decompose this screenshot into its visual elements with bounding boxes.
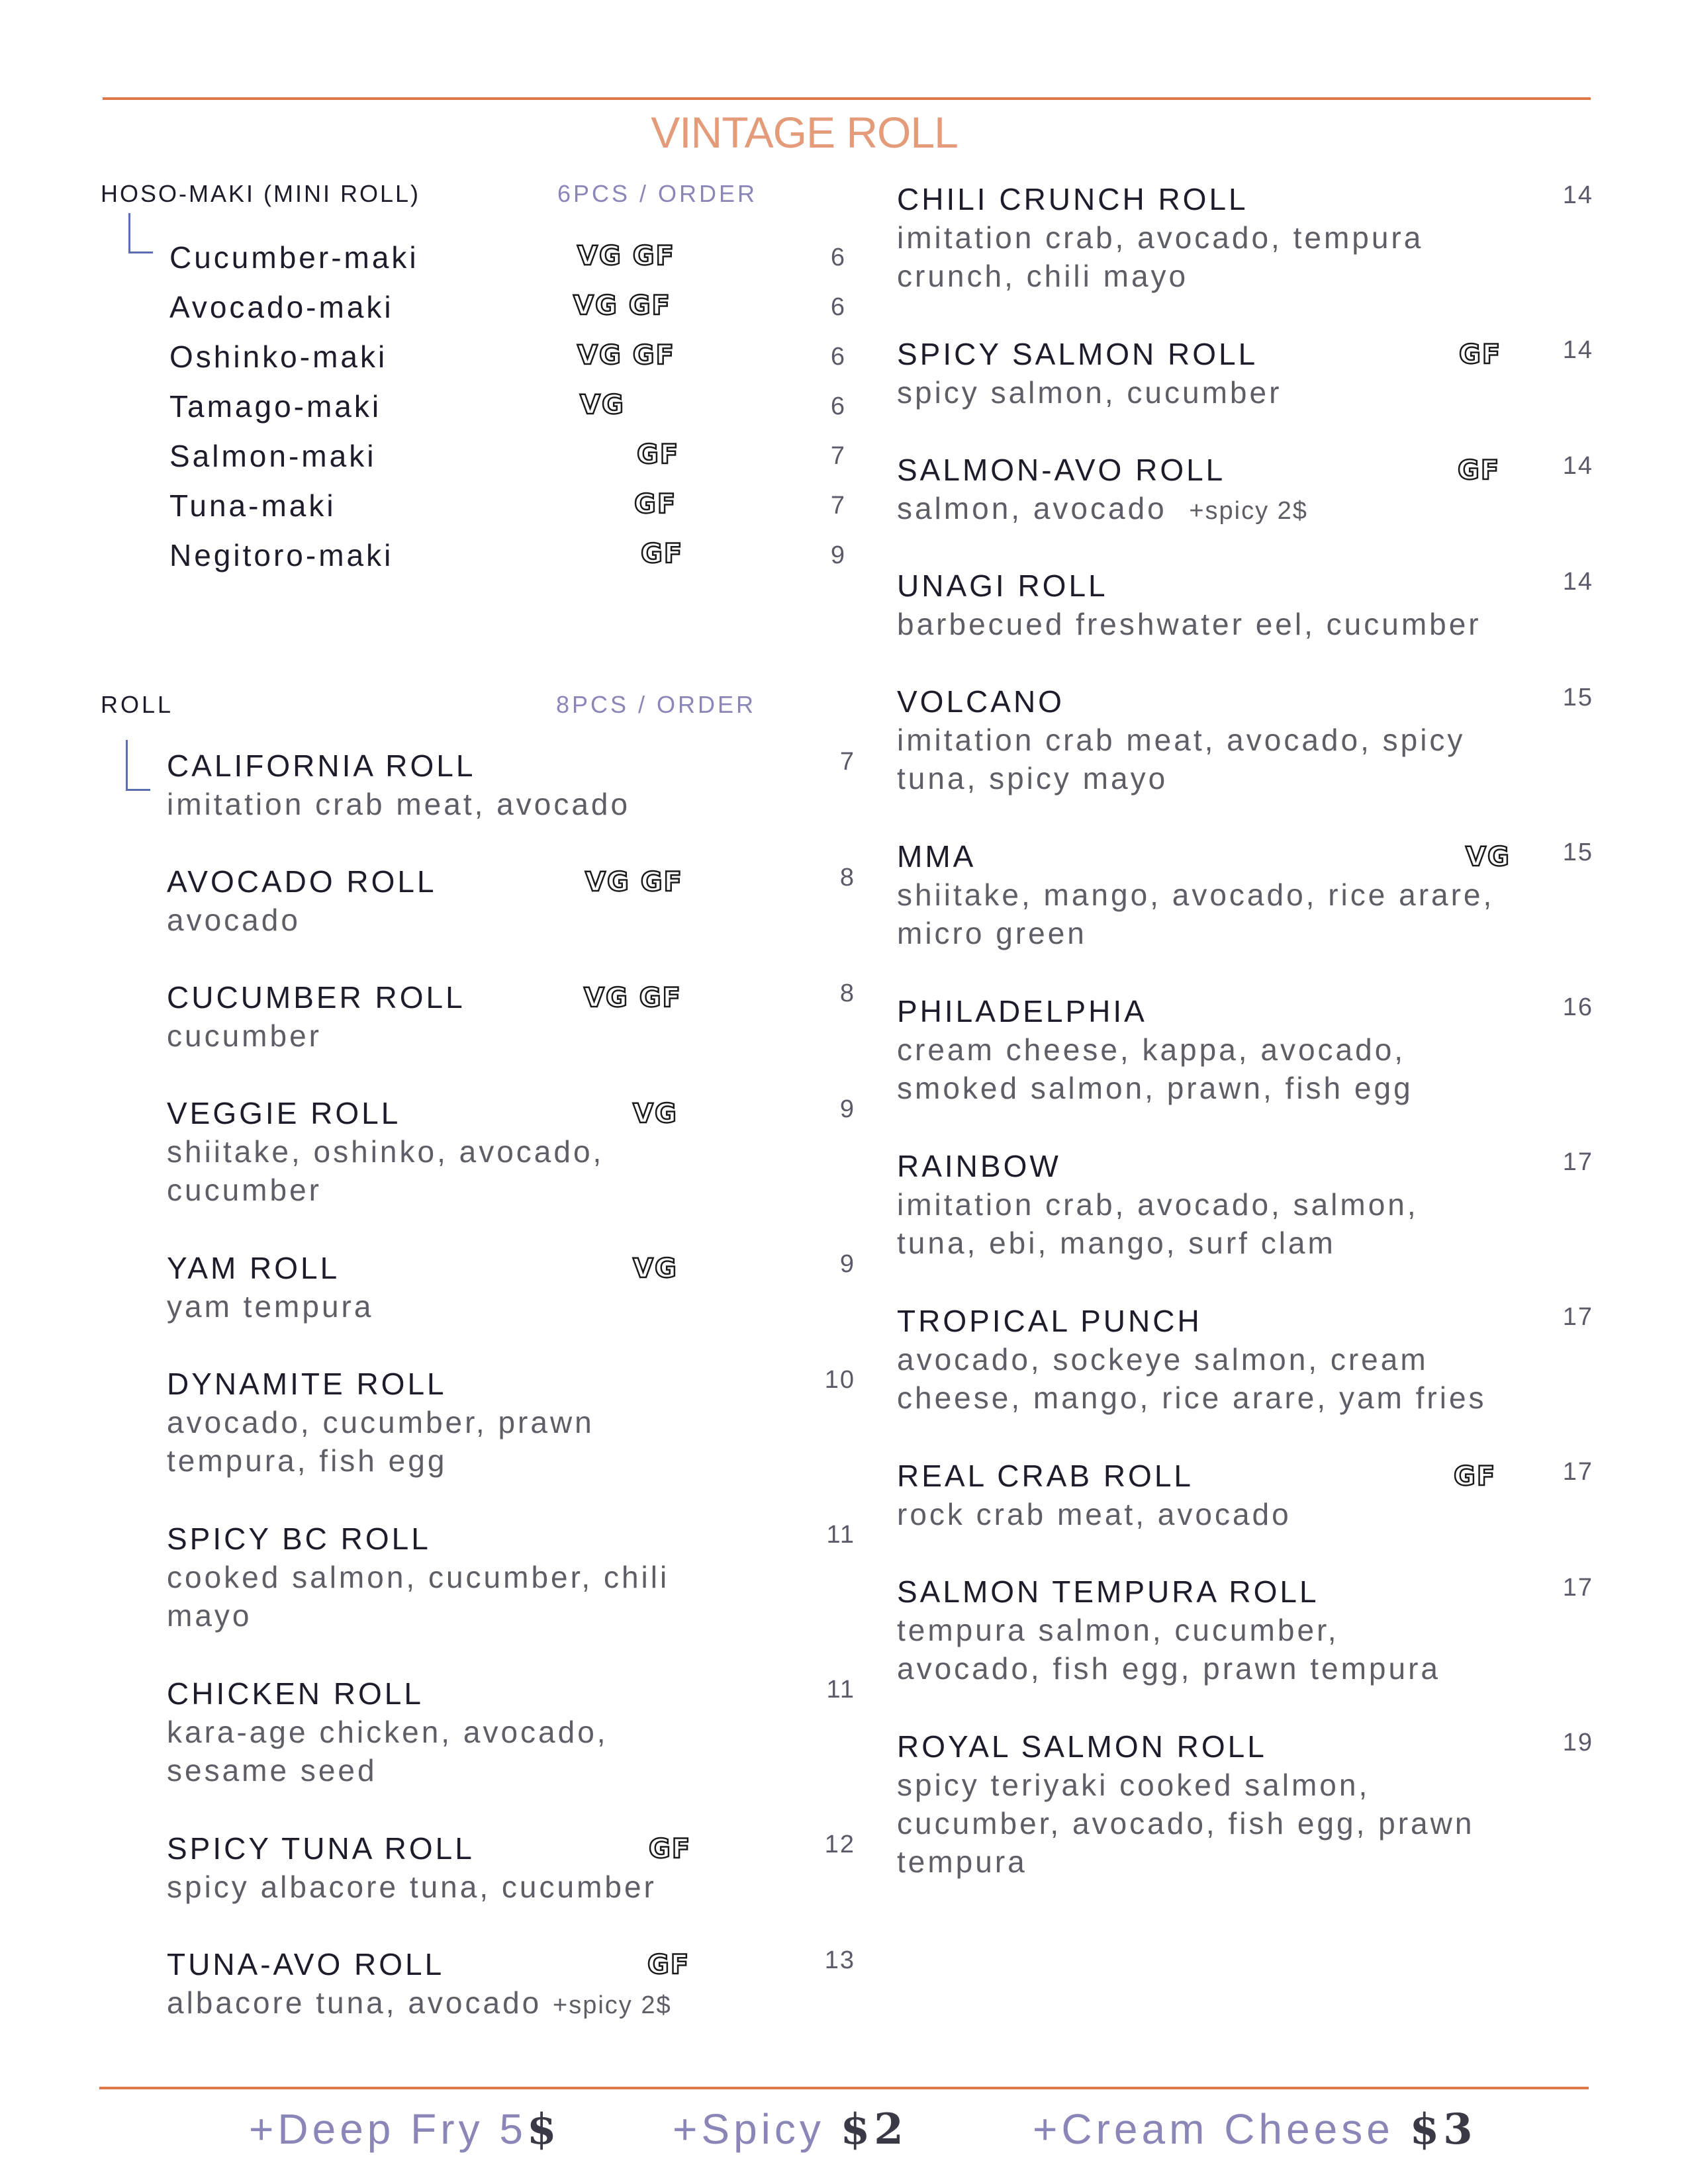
item-name: AVOCADO ROLL	[167, 864, 437, 899]
item-desc: shiitake, oshinko, avocado, cucumber	[167, 1134, 604, 1207]
item-desc-text: albacore tuna, avocado	[167, 1985, 542, 2020]
item-desc: spicy teriyaki cooked salmon, cucumber, avocado, fish egg, prawn tempura	[897, 1768, 1475, 1879]
item-price: 10	[824, 1366, 855, 1394]
item-name: ROYAL SALMON ROLL	[897, 1729, 1267, 1764]
item-name: PHILADELPHIA	[897, 994, 1147, 1028]
item-name: CUCUMBER ROLL	[167, 980, 465, 1015]
vg-tag: VG	[633, 1099, 678, 1129]
item-desc: cooked salmon, cucumber, chili mayo	[167, 1560, 670, 1633]
item-price: 7	[839, 748, 855, 776]
item-price: 17	[1562, 1458, 1593, 1486]
cream-cheese-price: $3	[1409, 2105, 1477, 2154]
item-name: REAL CRAB ROLL	[897, 1459, 1194, 1493]
item-name: DYNAMITE ROLL	[167, 1367, 447, 1401]
item-desc: imitation crab, avocado, tempura crunch, chili mayo	[897, 220, 1424, 293]
gf-tag: GF	[1458, 455, 1501, 486]
spicy-label: +Spicy	[673, 2105, 841, 2153]
gf-tag: GF	[637, 439, 680, 470]
roll-item	[897, 567, 1593, 643]
vg-tag: VG	[633, 1253, 678, 1284]
gf-tag: GF	[1454, 1461, 1497, 1492]
item-price: 15	[1562, 684, 1593, 711]
roll-item	[167, 1674, 855, 1790]
maki-price: 6	[830, 343, 845, 371]
vg-gf-tag: VG GF	[573, 291, 671, 321]
bottom-rule	[99, 2087, 1589, 2089]
item-desc	[167, 1983, 763, 2025]
spicy-addon: +spicy 2$	[553, 1991, 672, 2019]
hoso-heading: HOSO-MAKI (MINI ROLL)	[101, 180, 421, 207]
item-price: 17	[1562, 1574, 1593, 1602]
maki-name: Cucumber-maki	[169, 240, 419, 275]
roll-item	[167, 1094, 855, 1209]
maki-item	[169, 537, 845, 588]
roll-item	[897, 1572, 1593, 1688]
maki-name: Negitoro-maki	[169, 538, 394, 572]
cream-cheese-label: +Cream Cheese	[1033, 2105, 1410, 2153]
item-desc: cucumber	[167, 1019, 322, 1053]
roll-item	[897, 1302, 1593, 1417]
maki-price: 9	[830, 541, 845, 569]
spicy-price: $2	[840, 2105, 908, 2154]
item-price: 8	[839, 979, 855, 1007]
item-price: 14	[1562, 336, 1593, 364]
item-desc	[897, 489, 1506, 530]
item-price: 15	[1562, 839, 1593, 866]
item-desc: avocado, cucumber, prawn tempura, fish egg	[167, 1405, 594, 1478]
gf-tag: GF	[647, 1950, 690, 1980]
item-name: SALMON TEMPURA ROLL	[897, 1574, 1319, 1609]
roll-bracket	[126, 740, 150, 791]
roll-item	[167, 1945, 855, 2025]
vg-gf-tag: VG GF	[577, 241, 675, 271]
item-name: SPICY BC ROLL	[167, 1522, 431, 1556]
maki-item	[169, 240, 845, 290]
maki-item	[169, 339, 845, 389]
item-name: SPICY SALMON ROLL	[897, 337, 1258, 371]
maki-price: 6	[830, 392, 845, 420]
deep-fry-price: $	[526, 2105, 561, 2154]
item-name: SALMON-AVO ROLL	[897, 453, 1226, 487]
vg-gf-tag: VG GF	[584, 983, 682, 1013]
item-price: 9	[839, 1250, 855, 1278]
item-name: VEGGIE ROLL	[167, 1096, 401, 1130]
item-desc: tempura salmon, cucumber, avocado, fish egg, prawn tempura	[897, 1613, 1440, 1686]
menu-title: VINTAGE ROLL	[651, 108, 958, 157]
roll-item	[897, 180, 1593, 295]
maki-price: 7	[830, 492, 845, 520]
item-name: TROPICAL PUNCH	[897, 1304, 1202, 1338]
item-name: YAM ROLL	[167, 1251, 340, 1285]
item-desc: shiitake, mango, avocado, rice arare, micro green	[897, 878, 1495, 950]
item-price: 11	[826, 1676, 855, 1704]
maki-name: Avocado-maki	[169, 290, 394, 324]
item-price: 8	[839, 864, 855, 891]
roll-item	[897, 992, 1593, 1107]
maki-price: 6	[830, 244, 845, 271]
vg-gf-tag: VG GF	[577, 340, 675, 371]
item-desc: barbecued freshwater eel, cucumber	[897, 607, 1481, 641]
item-name: TUNA-AVO ROLL	[167, 1947, 445, 1981]
gf-tag: GF	[1459, 340, 1502, 370]
spicy-addon-footer	[673, 2105, 908, 2154]
item-price: 11	[826, 1521, 855, 1549]
item-desc: imitation crab meat, avocado	[167, 787, 631, 821]
roll-item	[167, 1829, 855, 1906]
maki-item	[169, 388, 845, 439]
deep-fry-addon	[249, 2105, 560, 2154]
item-price: 16	[1562, 993, 1593, 1021]
maki-name: Salmon-maki	[169, 439, 377, 473]
roll-count: 8PCS / ORDER	[556, 691, 757, 718]
item-desc: imitation crab, avocado, salmon, tuna, ebi, mango, surf clam	[897, 1187, 1419, 1260]
roll-item	[167, 1249, 855, 1326]
maki-item	[169, 488, 845, 538]
maki-name: Tuna-maki	[169, 488, 336, 523]
item-price: 9	[839, 1095, 855, 1123]
item-price: 17	[1562, 1303, 1593, 1331]
item-desc: imitation crab meat, avocado, spicy tuna, spicy mayo	[897, 723, 1466, 796]
item-desc: spicy albacore tuna, cucumber	[167, 1870, 657, 1904]
spicy-addon: +spicy 2$	[1189, 497, 1308, 525]
vg-tag: VG	[580, 390, 625, 420]
gf-tag: GF	[649, 1834, 692, 1864]
roll-item	[167, 978, 855, 1055]
item-name: VOLCANO	[897, 684, 1064, 719]
item-desc: yam tempura	[167, 1289, 374, 1324]
roll-heading: ROLL	[101, 691, 174, 718]
item-desc: avocado, sockeye salmon, cream cheese, mango, rice arare, yam fries	[897, 1342, 1487, 1415]
top-rule	[103, 97, 1591, 100]
vg-tag: VG	[1466, 842, 1511, 872]
cream-cheese-addon	[1033, 2105, 1477, 2154]
vg-gf-tag: VG GF	[585, 867, 683, 897]
item-price: 19	[1562, 1729, 1593, 1756]
maki-name: Oshinko-maki	[169, 340, 388, 374]
maki-item	[169, 438, 845, 488]
item-desc: cream cheese, kappa, avocado, smoked salmon, prawn, fish egg	[897, 1032, 1413, 1105]
item-price: 14	[1562, 452, 1593, 480]
maki-price: 6	[830, 293, 845, 321]
roll-item	[897, 1147, 1593, 1262]
item-desc-text: salmon, avocado	[897, 491, 1167, 525]
roll-item	[167, 747, 855, 823]
item-price: 17	[1562, 1148, 1593, 1176]
roll-item	[897, 682, 1593, 797]
item-desc: spicy salmon, cucumber	[897, 375, 1282, 410]
gf-tag: GF	[634, 489, 677, 520]
hoso-bracket	[128, 213, 153, 253]
item-desc: kara-age chicken, avocado, sesame seed	[167, 1715, 608, 1788]
maki-item	[169, 289, 845, 340]
item-desc: rock crab meat, avocado	[897, 1497, 1291, 1531]
gf-tag: GF	[641, 539, 684, 569]
item-name: CALIFORNIA ROLL	[167, 749, 476, 783]
item-name: CHILI CRUNCH ROLL	[897, 182, 1248, 216]
item-name: UNAGI ROLL	[897, 569, 1108, 603]
deep-fry-label: +Deep Fry 5	[249, 2105, 527, 2153]
item-price: 12	[824, 1831, 855, 1858]
item-name: SPICY TUNA ROLL	[167, 1831, 475, 1866]
maki-price: 7	[830, 442, 845, 470]
roll-item	[897, 1727, 1593, 1881]
item-name: CHICKEN ROLL	[167, 1676, 424, 1711]
maki-name: Tamago-maki	[169, 389, 382, 424]
roll-item	[167, 1365, 855, 1480]
roll-item	[167, 1520, 855, 1635]
item-name: MMA	[897, 839, 976, 874]
item-price: 13	[824, 1946, 855, 1974]
item-desc: avocado	[167, 903, 301, 937]
roll-item	[167, 862, 855, 939]
item-price: 14	[1562, 568, 1593, 596]
hoso-count: 6PCS / ORDER	[557, 180, 758, 207]
item-name: RAINBOW	[897, 1149, 1061, 1183]
item-price: 14	[1562, 181, 1593, 209]
